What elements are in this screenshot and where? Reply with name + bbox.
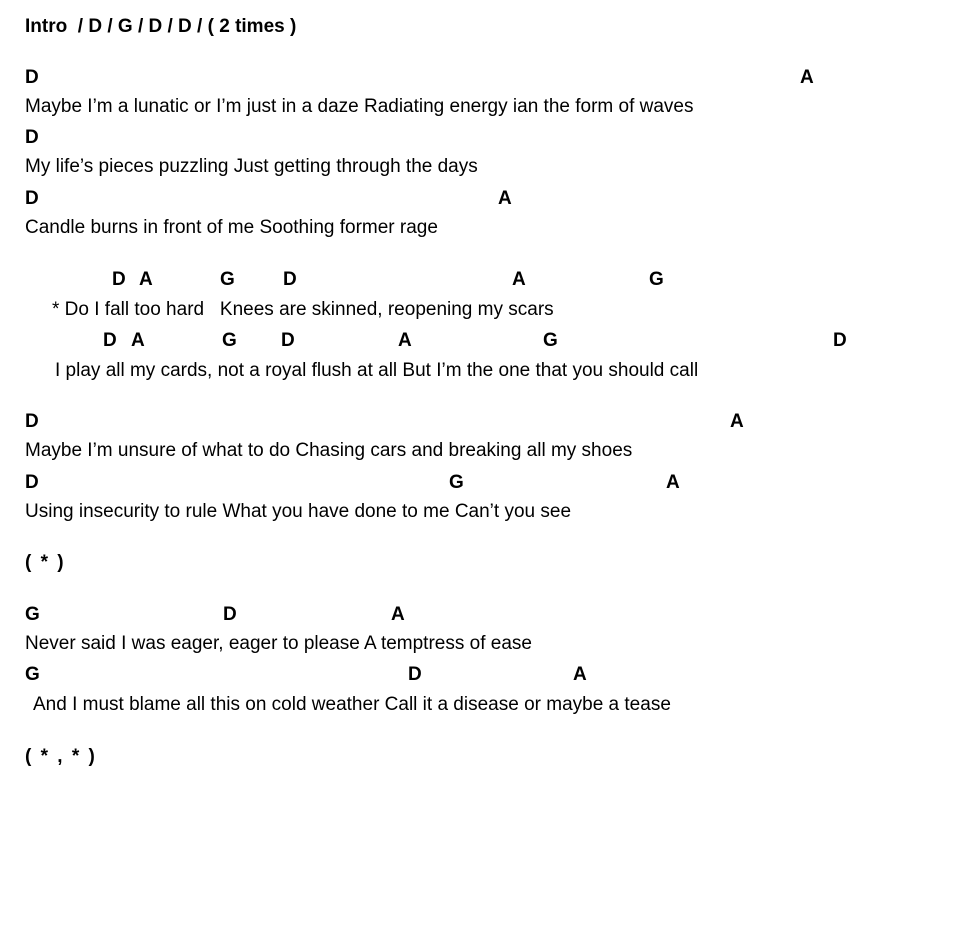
chord-label: A	[512, 269, 526, 290]
marker-line	[0, 553, 960, 579]
lyric-line	[0, 634, 960, 660]
chord-label: D	[833, 330, 847, 351]
lyric-line	[0, 97, 960, 123]
chord-label: D	[25, 127, 39, 148]
chord-label: D	[112, 269, 126, 290]
lyric-line	[0, 441, 960, 467]
chord-label: D	[281, 330, 295, 351]
lyric-line	[0, 157, 960, 183]
marker-line	[0, 747, 960, 773]
chord-label: D	[25, 188, 39, 209]
lyric-line	[0, 300, 960, 326]
chord-label: G	[25, 664, 40, 685]
section-marker: ( * )	[25, 552, 66, 573]
chord-label: D	[408, 664, 422, 685]
chord-label: A	[131, 330, 145, 351]
chord-label: G	[222, 330, 237, 351]
chord-line	[0, 189, 960, 215]
lyric-text: And I must blame all this on cold weather Call it a disease or maybe a tease	[33, 694, 671, 715]
chord-label: G	[220, 269, 235, 290]
chord-label: A	[139, 269, 153, 290]
lyric-line	[0, 361, 960, 387]
section-marker: ( * , * )	[25, 746, 97, 767]
lyric-text: Candle burns in front of me Soothing former rage	[25, 217, 438, 238]
chord-label: G	[449, 472, 464, 493]
chord-label: A	[800, 67, 814, 88]
chord-line	[0, 270, 960, 296]
lyric-text: Using insecurity to rule What you have done to me Can’t you see	[25, 501, 572, 522]
chord-label: A	[666, 472, 680, 493]
chord-label: A	[498, 188, 512, 209]
lyric-text: My life’s pieces puzzling Just getting through the days	[25, 156, 478, 177]
chord-label: D	[283, 269, 297, 290]
lyric-line	[0, 218, 960, 244]
chord-label: D	[25, 472, 39, 493]
chord-label: G	[649, 269, 664, 290]
chord-line	[0, 128, 960, 154]
chord-line	[0, 665, 960, 691]
chord-label: A	[391, 604, 405, 625]
chord-label: A	[573, 664, 587, 685]
chord-label: G	[543, 330, 558, 351]
chord-line	[0, 605, 960, 631]
chord-label: D	[25, 67, 39, 88]
lyric-line	[0, 695, 960, 721]
chord-label: G	[25, 604, 40, 625]
chord-line	[0, 412, 960, 438]
chord-label: D	[223, 604, 237, 625]
lyric-text: Never said I was eager, eager to please A temptress of ease	[25, 633, 532, 654]
chord-line	[0, 68, 960, 94]
intro-line	[0, 17, 960, 43]
lyric-text: * Do I fall too hard Knees are skinned, reopening my scars	[52, 299, 554, 320]
lyric-text: Maybe I’m unsure of what to do Chasing cars and breaking all my shoes	[25, 440, 633, 461]
chord-label: A	[730, 411, 744, 432]
lyric-text: I play all my cards, not a royal flush at all But I’m the one that you should call	[55, 360, 699, 381]
chord-line	[0, 331, 960, 357]
lyric-text: Maybe I’m a lunatic or I’m just in a daze Radiating energy ian the form of waves	[25, 96, 694, 117]
chord-label: D	[103, 330, 117, 351]
chord-line	[0, 473, 960, 499]
lyric-line	[0, 502, 960, 528]
chord-label: A	[398, 330, 412, 351]
intro-text: Intro / D / G / D / D / ( 2 times )	[25, 16, 297, 37]
chord-label: D	[25, 411, 39, 432]
